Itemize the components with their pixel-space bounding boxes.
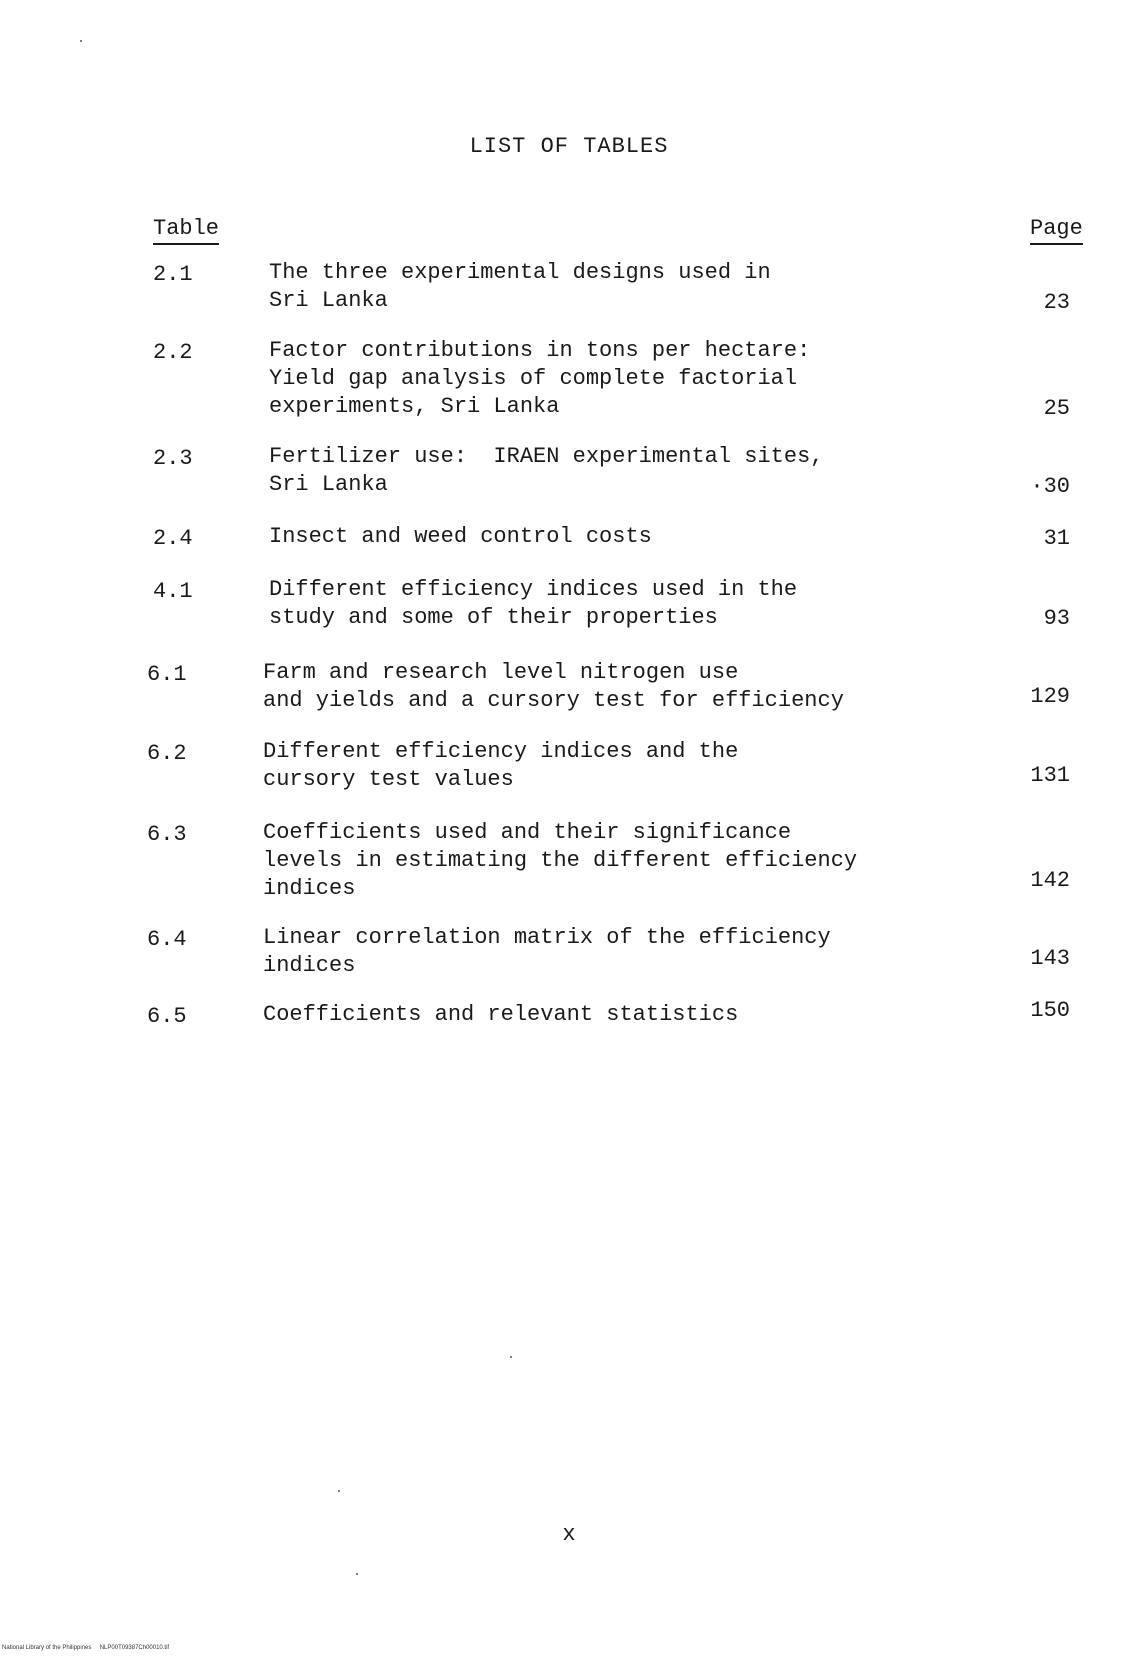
page-number: 31 [1043, 526, 1070, 551]
description-line: cursory test values [263, 767, 514, 792]
table-number: 6.4 [147, 927, 187, 952]
page-number: 131 [1030, 763, 1070, 788]
table-number: 2.1 [153, 262, 193, 287]
description-line: Yield gap analysis of complete factorial [269, 366, 798, 391]
page-number: 25 [1043, 396, 1070, 421]
column-header-table: Table [153, 216, 219, 245]
table-number: 6.1 [147, 662, 187, 687]
table-number: 6.2 [147, 741, 187, 766]
table-description [263, 1001, 738, 1029]
description-line: Different efficiency indices and the [263, 739, 739, 764]
page-number: ·30 [1030, 474, 1070, 499]
table-description [269, 259, 771, 315]
description-line: Coefficients and relevant statistics [263, 1002, 739, 1027]
page-number: 129 [1030, 684, 1070, 709]
page-number: 93 [1043, 606, 1070, 631]
table-number: 6.5 [147, 1004, 187, 1029]
description-line: The three experimental designs used in [269, 260, 771, 285]
description-line: Sri Lanka [269, 288, 388, 313]
table-description [269, 576, 797, 632]
table-number: 2.2 [153, 340, 193, 365]
scan-speck [356, 1573, 358, 1575]
table-number: 2.3 [153, 446, 193, 471]
description-line: Fertilizer use: IRAEN experimental sites, [269, 444, 824, 469]
description-line: Coefficients used and their significance [263, 820, 792, 845]
table-description [269, 443, 824, 499]
scan-speck [510, 1356, 512, 1358]
column-header-page: Page [1030, 216, 1083, 245]
page-number: 150 [1030, 998, 1070, 1023]
table-description [263, 659, 844, 715]
description-line: levels in estimating the different efficiency [263, 848, 858, 873]
description-line: study and some of their properties [269, 605, 718, 630]
description-line: and yields and a cursory test for efficiency [263, 688, 844, 713]
description-line: Different efficiency indices used in the [269, 577, 798, 602]
table-number: 6.3 [147, 822, 187, 847]
table-description [263, 924, 831, 980]
scan-footer: National Library of the Philippines NLP00T09387Ch00010.tif [2, 1645, 170, 1651]
table-number: 4.1 [153, 579, 193, 604]
table-description [269, 523, 652, 551]
table-description [263, 738, 738, 794]
table-description [263, 819, 857, 903]
page-title: LIST OF TABLES [469, 134, 669, 159]
description-line: Linear correlation matrix of the efficiency [263, 925, 831, 950]
description-line: experiments, Sri Lanka [269, 394, 560, 419]
description-line: Factor contributions in tons per hectare: [269, 338, 811, 363]
page-number: 23 [1043, 290, 1070, 315]
description-line: Insect and weed control costs [269, 524, 652, 549]
scan-speck [338, 1490, 340, 1492]
page-number: 142 [1030, 868, 1070, 893]
table-description [269, 337, 810, 421]
description-line: Farm and research level nitrogen use [263, 660, 739, 685]
scan-speck [80, 40, 82, 42]
page-number: 143 [1030, 946, 1070, 971]
table-number: 2.4 [153, 526, 193, 551]
description-line: indices [263, 876, 356, 901]
page-folio: x [562, 1522, 576, 1547]
description-line: Sri Lanka [269, 472, 388, 497]
description-line: indices [263, 953, 356, 978]
